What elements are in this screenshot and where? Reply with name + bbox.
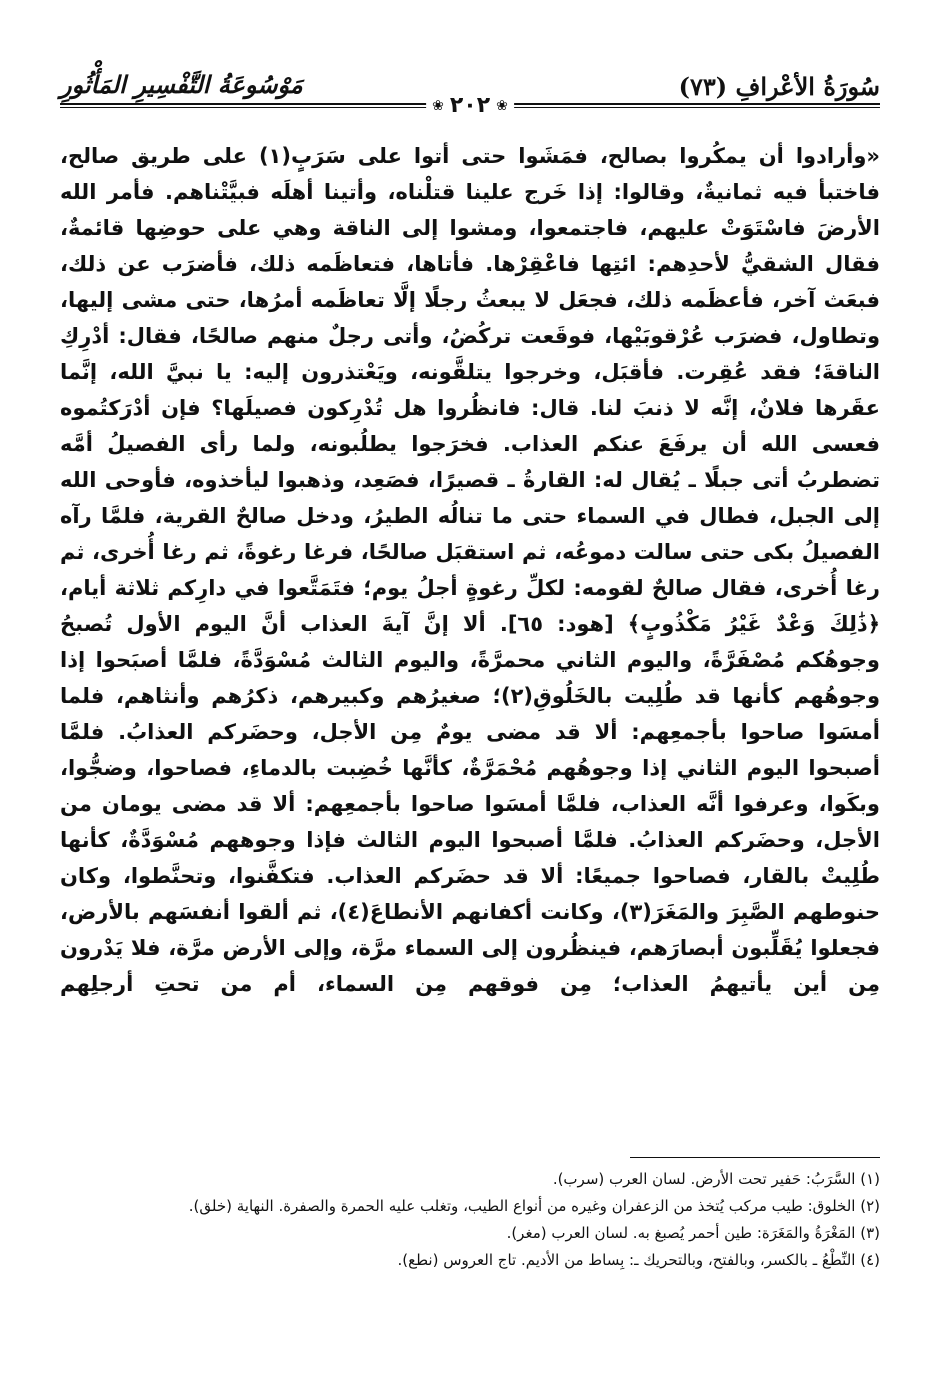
surah-title: سُورَةُ الأعْرافِ (٧٣): [678, 72, 880, 101]
main-paragraph: «وأرادوا أن يمكُروا بصالح، فمَشَوا حتى أتوا على سَرَبٍ(١) على طريق صالح، فاختبأ فيه ثمانيةٌ، وقالوا: إذا خَرج علينا قتلْناه، وأتينا أهلَه فبيَّتْناهم. فأمر الله الأرضَ فاسْتَوَتْ عليهم، فاجتمعوا، ومشوا إلى الناقة وهي على حوضِها قائمةٌ، فقال الشقيُّ لأحدِهم: ائتِها فاعْقِرْها. فأتاها، فتعاظَمه ذلك، فأضرَب عن ذلك، فبعَث آخر، فأعظَمه ذلك، فجعَل لا يبعثُ رجلًا إلَّا تعاظَمه أمرُها، حتى مشى إليها، وتطاول، فضرَب عُرْقوبَيْها، فوقَعت تركُضُ، وأتى رجلٌ منهم صالحًا، فقال: أدْرِكِ الناقةَ؛ فقد عُقِرت. فأقبَل، وخرجوا يتلقَّونه، ويَعْتذرون إليه: يا نبيَّ الله، إنَّما عقَرها فلانٌ، إنَّه لا ذنبَ لنا. قال: فانظُروا هل تُدْرِكون فصيلَها؟ فإن أدْرَكتُموه فعسى الله أن يرفَعَ عنكم العذاب. فخرَجوا يطلُبونه، ولما رأى الفصيلُ أمَّه تضطربُ أتى جبلًا ـ يُقال له: القارةُ ـ قصيرًا، فصَعِد، وذهبوا ليأخذوه، فأوحى الله إلى الجبل، فطال في السماء حتى ما تنالُه الطيرُ، ودخل صالحٌ القرية، فلمَّا رآه الفصيلُ بكى حتى سالت دموعُه، ثم استقبَل صالحًا، فرغا رغوةً، ثم رغا أُخرى، ثم رغا أُخرى، فقال صالحٌ لقومه: لكلِّ رغوةٍ أجلُ يوم؛ فتَمَتَّعوا في دارِكم ثلاثة أيام، ﴿ذَٰلِكَ وَعْدٌ غَيْرُ مَكْذُوبٍ﴾ [هود: ٦٥]. ألا إنَّ آيةَ العذاب أنَّ اليوم الأول تُصبحُ وجوهُكم مُصْفَرَّةً، واليوم الثاني محمرَّةً، واليوم الثالث مُسْوَدَّةً، فلمَّا أصبَحوا إذا وجوهُهم كأنها قد طُلِيت بالخَلُوقِ(٢)؛ صغيرُهم وكبيرهم، ذكرُهم وأنثاهم، فلما أمسَوا صاحوا بأجمعِهم: ألا قد مضى يومٌ مِن الأجل، وحضَركم العذابُ. فلمَّا أصبحوا اليوم الثاني إذا وجوهُهم مُحْمَرَّةٌ، كأنَّها خُضِبت بالدماءِ، فصاحوا، وضجُّوا، وبكَوا، وعرفوا أنَّه العذاب، فلمَّا أمسَوا صاحوا بأجمعِهم: ألا قد مضى يومان من الأجل، وحضَركم العذابُ. فلمَّا أصبحوا اليوم الثالث فإذا وجوههم مُسْوَدَّةٌ، كأنها طُلِيتْ بالقار، فصاحوا جميعًا: ألا قد حضَركم العذاب. فتكفَّنوا، وتحنَّطوا، وكان حنوطهم الصَّبِرَ والمَغَرَ(٣)، وكانت أكفانهم الأنطاعَ(٤)، ثم ألقوا أنفسَهم بالأرض، فجعلوا يُقَلِّبون أبصارَهم، فينظُرون إلى السماء مرَّة، وإلى الأرض مرَّة، فلا يَدْرون مِن أين يأتيهمُ العذاب؛ مِن فوقهم مِن السماء، أم من تحتِ أرجلِهم: [60, 144, 881, 996]
ornament-left-icon: ❀: [432, 97, 444, 114]
page-number: ٢٠٢: [449, 93, 491, 118]
series-title: مَوْسُوعَةُ التَّفْسِيرِ المَأْثُورِ: [60, 70, 303, 99]
footnote-rule: [630, 1157, 880, 1158]
footnotes: [60, 1166, 880, 1274]
footnote-3: (٣) المَغْرَةُ والمَغَرَة: طين أحمر يُصبغ به. لسان العرب (مغر).: [506, 1224, 880, 1242]
page-header: [60, 60, 880, 118]
footnote-2: (٢) الخلوق: طيب مركب يُتخذ من الزعفران وغيره من أنواع الطيب، وتغلب عليه الحمرة والصفرة. النهاية (خلق).: [188, 1197, 880, 1215]
footnote-1: (١) السَّرَبُ: حَفير تحت الأرض. لسان العرب (سرب).: [552, 1170, 880, 1188]
main-text: [60, 138, 880, 1002]
ornament-right-icon: ❀: [496, 97, 508, 114]
page-number-box: [426, 93, 514, 118]
footnote-4: (٤) النِّطْعُ ـ بالكسر، وبالفتح، وبالتحريك ـ: بِساط من الأديم. تاج العروس (نطع).: [397, 1251, 880, 1269]
